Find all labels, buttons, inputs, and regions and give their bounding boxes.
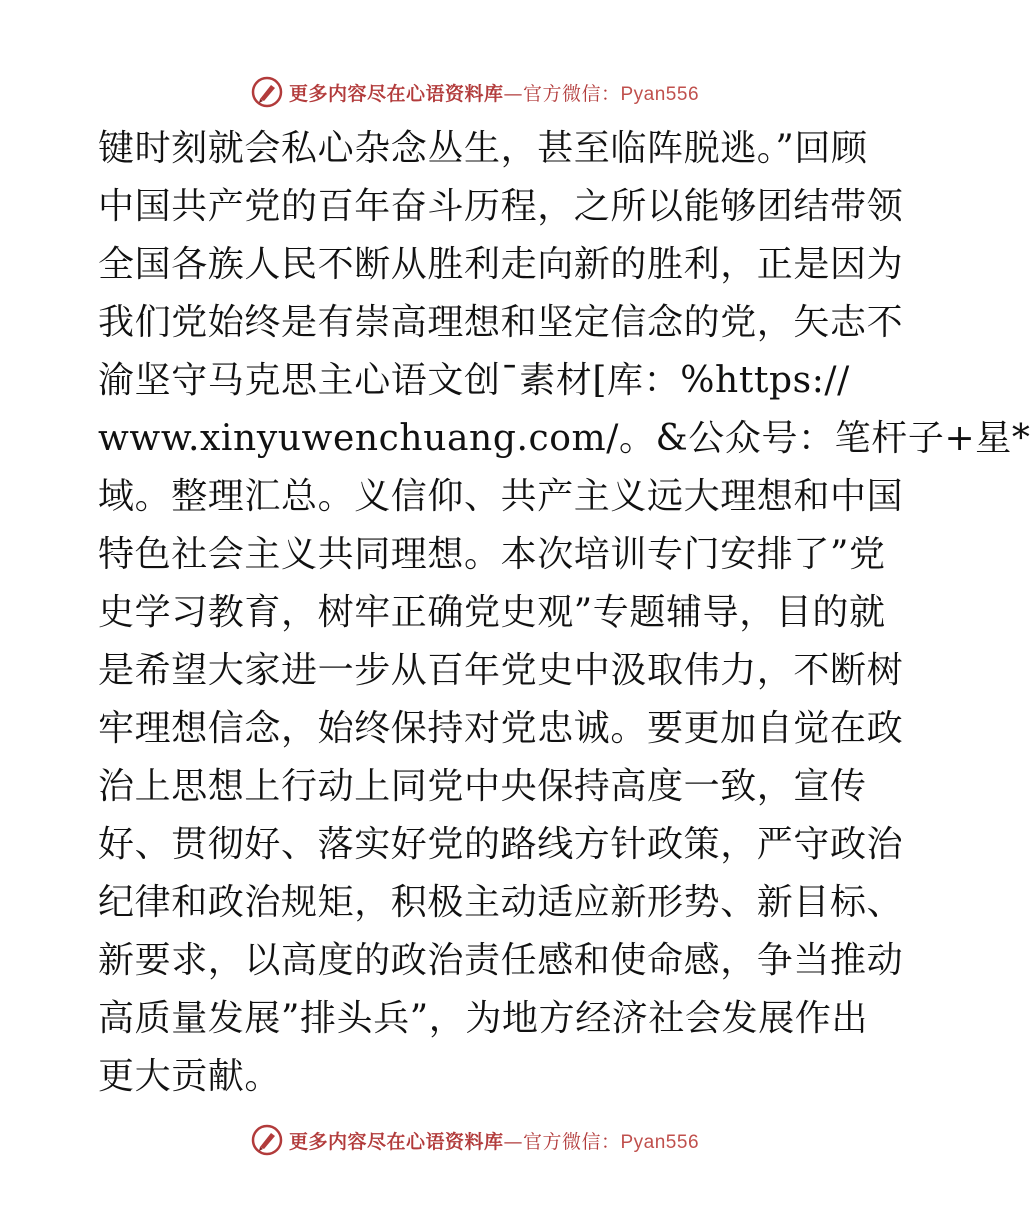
banner-account: Pyan556: [620, 1131, 700, 1153]
banner-label: [289, 1127, 699, 1154]
text-line: 渝坚守马克思主心语文创¯素材[库：%https://: [98, 360, 850, 401]
pen-logo-icon: [251, 1124, 283, 1156]
text-line: 我们党始终是有崇高理想和坚定信念的党，矢志不: [98, 302, 904, 343]
pen-logo-icon: [251, 76, 283, 108]
banner-account: Pyan556: [620, 83, 700, 105]
text-line: 治上思想上行动上同党中央保持高度一致，宣传: [98, 766, 867, 807]
banner-official-label: 官方微信：: [522, 82, 621, 105]
footer-watermark-banner: [0, 1120, 950, 1160]
text-line: 是希望大家进一步从百年党史中汲取伟力，不断树: [98, 650, 904, 691]
banner-label: [289, 79, 699, 106]
banner-separator: —: [503, 82, 523, 105]
text-line: 键时刻就会私心杂念丛生，甚至临阵脱逃。”回顾: [98, 128, 868, 169]
text-line: 更大贡献。: [98, 1056, 282, 1097]
text-line: 全国各族人民不断从胜利走向新的胜利，正是因为: [98, 244, 904, 285]
text-line: 高质量发展”排头兵”，为地方经济社会发展作出: [98, 998, 869, 1039]
text-line: 牢理想信念，始终保持对党忠诚。要更加自觉在政: [98, 708, 904, 749]
text-line: 新要求，以高度的政治责任感和使命感，争当推动: [98, 940, 904, 981]
banner-site-name: 更多内容尽在心语资料库: [288, 82, 504, 105]
document-paragraph: [98, 120, 1030, 1106]
header-watermark-banner: [0, 72, 950, 112]
banner-separator: —: [503, 1130, 523, 1153]
text-line: 纪律和政治规矩，积极主动适应新形势、新目标、: [98, 882, 904, 923]
text-line: 史学习教育，树牢正确党史观”专题辅导，目的就: [98, 592, 886, 633]
text-line: 好、贯彻好、落实好党的路线方针政策，严守政治: [98, 824, 904, 865]
text-line: 特色社会主义共同理想。本次培训专门安排了”党: [98, 534, 886, 575]
text-line: 域。整理汇总。义信仰、共产主义远大理想和中国: [98, 476, 904, 517]
text-line: 中国共产党的百年奋斗历程，之所以能够团结带领: [98, 186, 904, 227]
banner-site-name: 更多内容尽在心语资料库: [288, 1130, 504, 1153]
text-line: www.xinyuwenchuang.com/。&公众号：笔杆子+星*: [98, 418, 1030, 459]
banner-official-label: 官方微信：: [522, 1130, 621, 1153]
